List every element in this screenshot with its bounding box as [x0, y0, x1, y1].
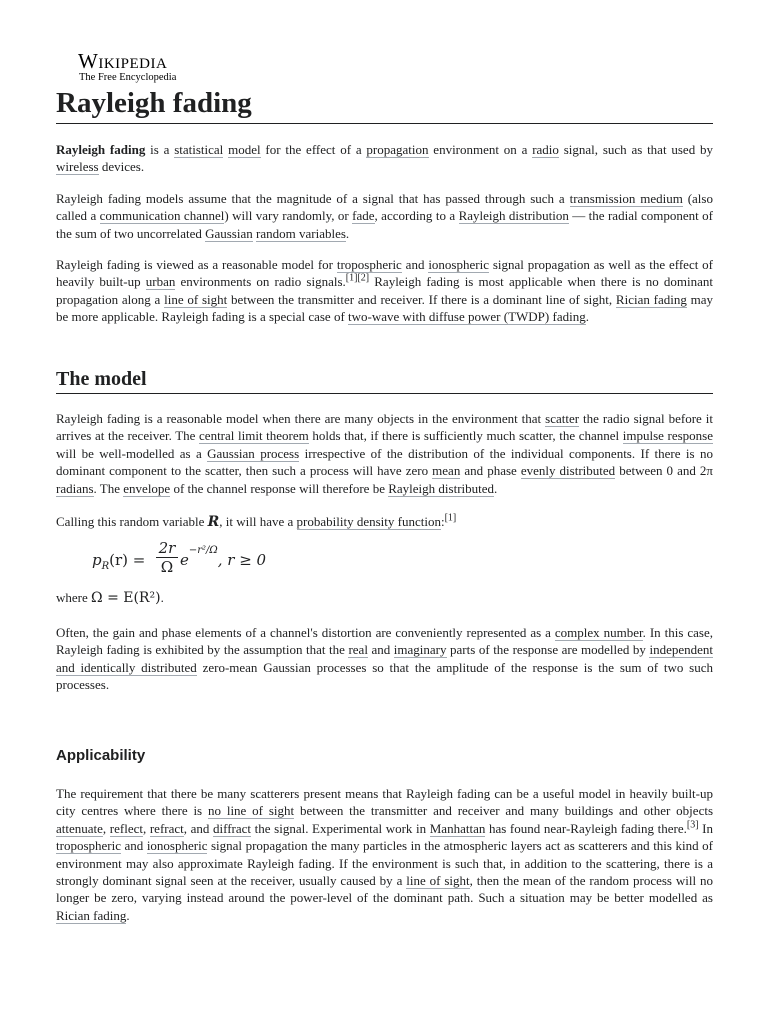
formula-numerator: 2r — [156, 539, 178, 558]
link-fade[interactable]: fade — [352, 208, 375, 224]
text: and phase — [460, 463, 521, 479]
link-no-line-of-sight[interactable]: no line of sight — [207, 803, 295, 819]
link-tropospheric[interactable]: tropospheric — [336, 257, 402, 273]
intro-paragraph-2 — [56, 190, 713, 242]
text: and — [367, 642, 394, 658]
text: , — [142, 820, 150, 836]
link-line-of-sight-2[interactable]: line of sight — [406, 873, 470, 889]
text: Rayleigh fading models assume that the magnitude of a signal that has passed through such a — [56, 190, 570, 206]
text: . — [585, 309, 589, 325]
text: the radio signal before it arrives at the receiver. The — [56, 411, 713, 444]
link-wireless[interactable]: wireless — [56, 159, 99, 175]
link-attenuate[interactable]: attenuate — [56, 820, 103, 836]
model-paragraph-3 — [56, 624, 713, 694]
page-title: Rayleigh fading — [56, 84, 713, 124]
model-paragraph-1 — [56, 410, 713, 497]
text: signal, such as that used by — [558, 142, 714, 157]
pdf-formula — [56, 539, 713, 585]
text: environment on a — [428, 142, 533, 157]
text: and — [120, 838, 147, 854]
text: . In this case, Rayleigh fading is exhibited by the assumption that the — [56, 624, 714, 658]
intro-paragraph-3 — [56, 256, 713, 326]
link-radio[interactable]: radio — [532, 142, 559, 157]
link-transmission-medium[interactable]: transmission medium — [569, 190, 683, 206]
link-complex-number[interactable]: complex number — [554, 624, 643, 640]
link-mean[interactable]: mean — [432, 463, 461, 479]
link-ionospheric-2[interactable]: ionospheric — [146, 838, 208, 854]
text: The requirement that there be many scatterers present means that Rayleigh fading can be a useful model in heavily built-up city centres where there is — [56, 786, 713, 819]
text: , it will have a — [219, 514, 297, 530]
text: holds that, if there is sufficiently much scatter, the channel — [308, 428, 623, 444]
model-paragraph-2 — [56, 513, 713, 531]
link-scatter[interactable]: scatter — [545, 411, 580, 426]
text: environments on radio signals. — [175, 274, 346, 290]
link-random-variables[interactable]: random variables — [256, 225, 346, 241]
formula-p: p — [92, 551, 102, 570]
formula-denominator: Ω — [160, 558, 174, 577]
text: : — [440, 514, 445, 530]
link-gaussian[interactable]: Gaussian — [205, 225, 253, 241]
text: of the channel response will therefore be — [170, 480, 389, 496]
text: . — [345, 225, 350, 241]
section-heading-applicability: Applicability — [56, 747, 146, 764]
text: the signal. Experimental work in — [251, 820, 430, 836]
text: , and — [183, 820, 214, 836]
text: (also called a — [56, 190, 713, 224]
text: In — [698, 820, 713, 836]
logo-wordmark: Wikipedia — [78, 49, 168, 73]
text: between 0 and 2π — [615, 463, 713, 479]
link-twdp-fading[interactable]: two-wave with diffuse power (TWDP) fading — [348, 309, 586, 325]
applicability-paragraph — [56, 785, 713, 924]
text: . — [494, 480, 498, 496]
formula-e: e — [180, 551, 189, 570]
text: is a — [145, 142, 175, 157]
text: Rayleigh fading is most applicable when there is no dominant propagation along a — [56, 274, 714, 307]
link-communication-channel[interactable]: communication channel — [99, 208, 225, 224]
link-evenly-distributed[interactable]: evenly distributed — [520, 463, 616, 479]
text: and — [401, 257, 429, 273]
link-impulse-response[interactable]: impulse response — [622, 428, 714, 444]
text: Often, the gain and phase elements of a channel's distortion are conveniently represented as a — [56, 624, 555, 640]
formula-arg: (r) = — [109, 551, 146, 570]
reference-marker[interactable]: [3] — [686, 819, 699, 831]
text: — the radial component of the sum of two uncorrelated — [56, 208, 713, 241]
text: will be well-modelled as a — [56, 445, 208, 461]
text: , then the mean of the random process will no longer be zero, varying instead around the power-level of the dominant path. Such a situation may be better modelled as — [56, 873, 714, 906]
link-rayleigh-distributed[interactable]: Rayleigh distributed — [388, 480, 495, 496]
model-section — [56, 365, 713, 693]
text: where — [56, 590, 92, 606]
text: , — [102, 820, 110, 836]
link-envelope[interactable]: envelope — [123, 480, 171, 496]
formula-fraction — [156, 539, 178, 577]
link-diffract[interactable]: diffract — [213, 820, 252, 836]
link-tropospheric-2[interactable]: tropospheric — [56, 838, 121, 854]
text: has found near-Rayleigh fading there. — [485, 820, 687, 836]
text: Rayleigh fading is viewed as a reasonable model for — [56, 257, 337, 273]
text: . The — [93, 480, 124, 496]
link-gaussian-process[interactable]: Gaussian process — [207, 445, 300, 461]
link-refract[interactable]: refract — [149, 820, 184, 836]
link-iid[interactable]: independent and identically distributed — [56, 642, 713, 675]
text: between the transmitter and receiver. If there is a dominant line of sight, — [227, 291, 616, 307]
text: signal propagation the many particles in the atmospheric layers act as scatterers and this kind of environment may also approximate Rayleigh fading. If the environment is such that, in addition to the scattering, there is a strongly dominant signal seen at the receiver, usually caused by a — [56, 838, 713, 889]
link-model[interactable]: model — [228, 142, 261, 157]
text: signal propagation as well as the effect of heavily built-up — [56, 257, 714, 290]
text: devices. — [98, 159, 145, 175]
text: irrespective of the distribution of the individual components. If there is no dominant component to the scatter, then such a process will have zero — [56, 445, 713, 479]
link-line-of-sight[interactable]: line of sight — [164, 291, 228, 307]
where-line — [56, 589, 713, 607]
link-statistical[interactable]: statistical — [174, 142, 224, 157]
text: . — [160, 590, 164, 606]
text: . — [126, 907, 130, 923]
link-imaginary[interactable]: imaginary — [393, 642, 447, 658]
link-radians[interactable]: radians — [56, 480, 94, 496]
link-manhattan[interactable]: Manhattan — [429, 820, 486, 836]
math-variable: R — [207, 514, 220, 531]
link-central-limit-theorem[interactable]: central limit theorem — [199, 428, 309, 444]
reference-marker[interactable]: [1][2] — [345, 273, 370, 285]
text: may be more applicable. Rayleigh fading is a special case of — [56, 291, 714, 325]
link-ionospheric[interactable]: ionospheric — [428, 257, 489, 273]
link-urban[interactable]: urban — [145, 274, 176, 290]
applicability-section — [56, 746, 713, 924]
text: parts of the response are modelled by — [446, 642, 650, 658]
formula-subscript: R — [101, 561, 110, 573]
math-omega: Ω = E(R²) — [91, 590, 161, 607]
intro-section — [56, 141, 713, 326]
bold-term: Rayleigh fading — [56, 142, 146, 157]
link-propagation[interactable]: propagation — [366, 142, 429, 157]
intro-paragraph-1 — [56, 141, 713, 176]
formula-exponent: −r²/Ω — [188, 545, 218, 557]
formula-condition: , r ≥ 0 — [217, 551, 267, 570]
text: ) will vary randomly, or — [224, 208, 353, 224]
link-real[interactable]: real — [348, 642, 368, 658]
text: Calling this random variable — [56, 514, 208, 530]
link-rician-fading-2[interactable]: Rician fading — [56, 907, 127, 923]
text: zero-mean Gaussian processes so that the amplitude of the response is the sum of two such processes. — [56, 659, 713, 693]
reference-marker[interactable]: [1] — [444, 512, 457, 524]
wikipedia-logo[interactable] — [78, 50, 176, 84]
logo-tagline: The Free Encyclopedia — [79, 72, 177, 83]
text: between the transmitter and receiver and many buildings and other objects — [294, 803, 714, 819]
link-rician-fading[interactable]: Rician fading — [615, 291, 687, 307]
text: Rayleigh fading is a reasonable model when there are many objects in the environment that — [56, 411, 546, 426]
link-reflect[interactable]: reflect — [109, 820, 143, 836]
text: , according to a — [374, 208, 459, 224]
text: for the effect of a — [260, 142, 367, 157]
section-heading-model: The model — [56, 365, 713, 394]
link-probability-density-function[interactable]: probability density function — [296, 514, 441, 530]
link-rayleigh-distribution[interactable]: Rayleigh distribution — [458, 208, 569, 224]
